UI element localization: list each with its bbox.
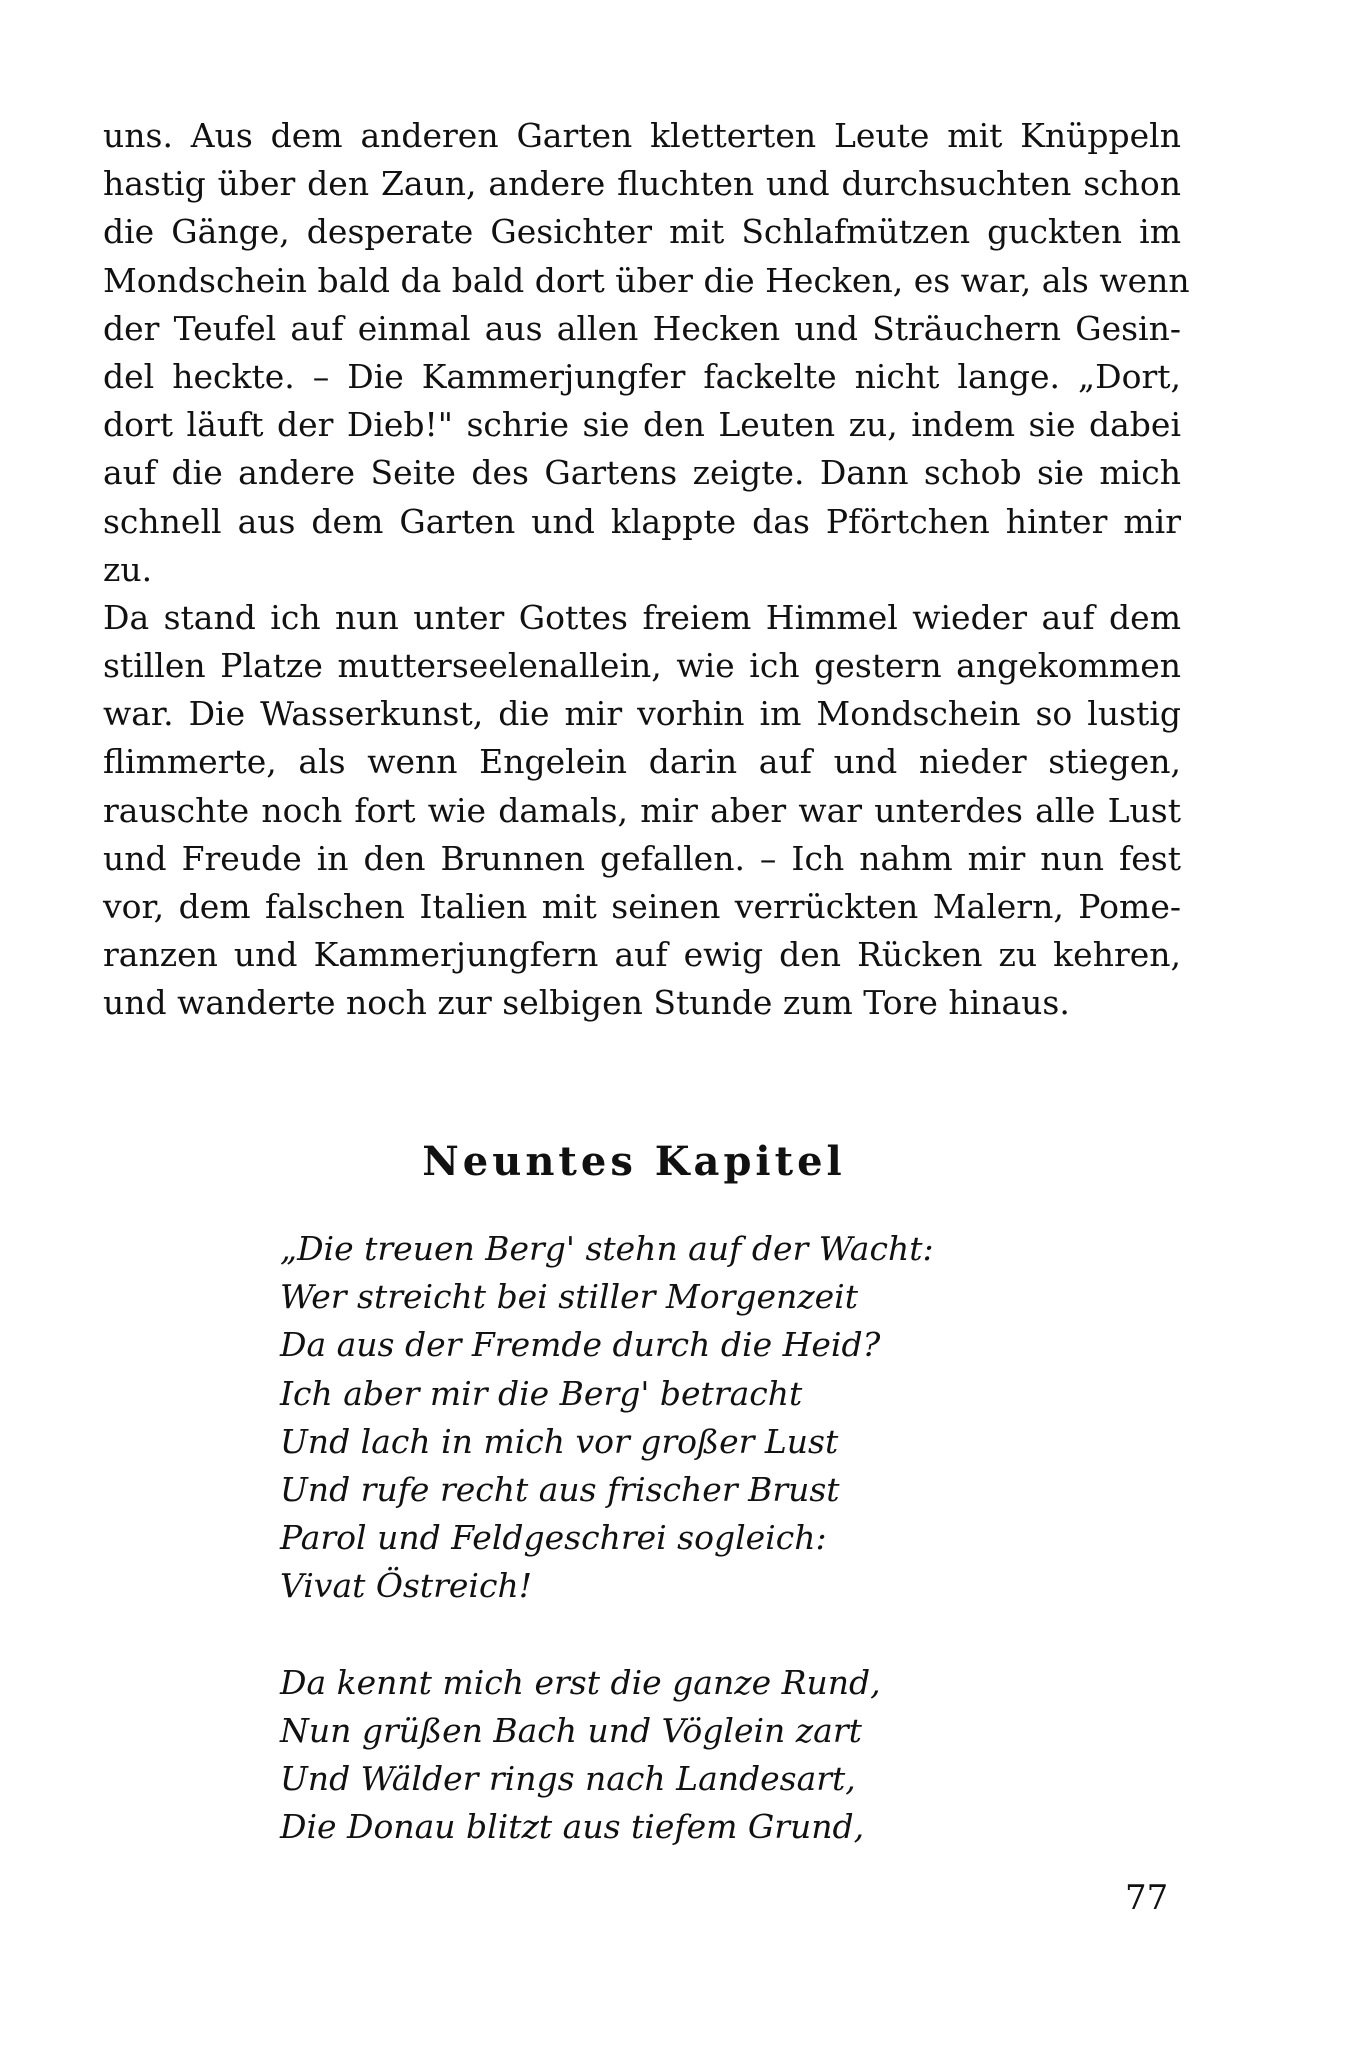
poem-line: Und rufe recht aus frischer Brust: [280, 1469, 840, 1509]
text-line: auf die andere Seite des Gartens zeigte. Dann schob sie mich: [103, 453, 1181, 493]
text-line: del heckte. – Die Kammerjungfer fackelte nicht lange. „Dort,: [103, 356, 1181, 396]
poem-line: Da kennt mich erst die ganze Rund,: [280, 1662, 881, 1702]
poem-line: Und lach in mich vor großer Lust: [280, 1421, 839, 1461]
text-line: Mondschein bald da bald dort über die Hecken, es war, als wenn: [103, 260, 1190, 300]
prose-text: [103, 112, 1190, 1028]
poem: [280, 1225, 934, 1899]
text-line: stillen Platze mutterseelenallein, wie ich gestern angekommen: [103, 646, 1181, 686]
poem-line: Parol und Feldgeschrei sogleich:: [280, 1518, 827, 1558]
text-line: zu.: [103, 549, 153, 589]
poem-line: Vivat Östreich!: [280, 1566, 532, 1606]
text-line: vor, dem falschen Italien mit seinen verrückten Malern, Pome-: [103, 887, 1181, 926]
poem-line: Nun grüßen Bach und Vöglein zart: [280, 1710, 862, 1750]
text-line: flimmerte, als wenn Engelein darin auf und nieder stiegen,: [103, 742, 1181, 782]
text-line: uns. Aus dem anderen Garten kletterten Leute mit Knüppeln: [103, 116, 1181, 155]
text-line: dort läuft der Dieb!" schrie sie den Leuten zu, indem sie dabei: [103, 405, 1181, 445]
text-line: ranzen und Kammerjungfern auf ewig den Rücken zu kehren,: [103, 935, 1181, 975]
poem-line: Da aus der Fremde durch die Heid?: [280, 1325, 881, 1365]
poem-line: Wer streicht bei stiller Morgenzeit: [280, 1277, 858, 1317]
poem-line: Ich aber mir die Berg' betracht: [280, 1373, 803, 1413]
page-number: 77: [1125, 1878, 1169, 1918]
text-line: Da stand ich nun unter Gottes freiem Himmel wieder auf dem: [103, 597, 1181, 637]
poem-stanza: [280, 1659, 934, 1852]
text-line: und Freude in den Brunnen gefallen. – Ich nahm mir nun fest: [103, 838, 1181, 878]
poem-line: „Die treuen Berg' stehn auf der Wacht:: [280, 1229, 934, 1268]
text-line: rauschte noch fort wie damals, mir aber war unterdes alle Lust: [103, 790, 1181, 830]
chapter-heading: Neuntes Kapitel: [422, 1138, 846, 1185]
text-line: der Teufel auf einmal aus allen Hecken und Sträuchern Gesin-: [103, 308, 1181, 348]
text-line: hastig über den Zaun, andere fluchten und durchsuchten schon: [103, 164, 1181, 204]
poem-line: Die Donau blitzt aus tiefem Grund,: [280, 1807, 865, 1847]
text-line: war. Die Wasserkunst, die mir vorhin im Mondschein so lustig: [103, 694, 1181, 734]
poem-stanza: [280, 1225, 934, 1611]
text-line: und wanderte noch zur selbigen Stunde zum Tore hinaus.: [103, 983, 1070, 1023]
poem-line: Und Wälder rings nach Landesart,: [280, 1758, 856, 1798]
text-line: die Gänge, desperate Gesichter mit Schlafmützen guckten im: [103, 212, 1181, 252]
text-line: schnell aus dem Garten und klappte das Pförtchen hinter mir: [103, 501, 1181, 541]
